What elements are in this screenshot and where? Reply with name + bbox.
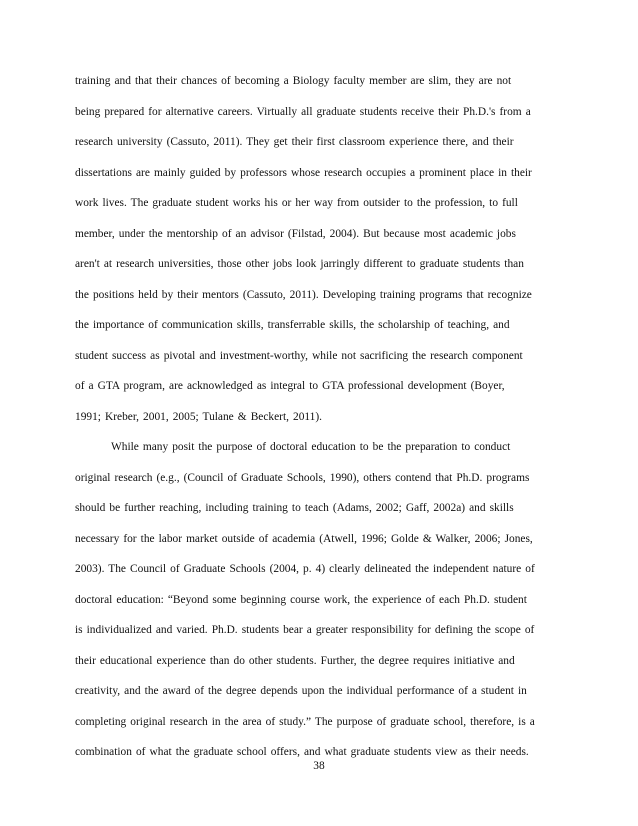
text-line: their educational experience than do other students. Further, the degree requires initiative and [75,654,515,667]
text-line: the positions held by their mentors (Cassuto, 2011). Developing training programs that recognize [75,288,532,301]
text-line: 2003). The Council of Graduate Schools (2004, p. 4) clearly delineated the independent nature of [75,563,535,575]
text-line: creativity, and the award of the degree depends upon the individual performance of a student in [75,685,527,697]
text-line: the importance of communication skills, transferrable skills, the scholarship of teaching, and [75,319,510,331]
text-line: work lives. The graduate student works his or her way from outsider to the profession, to full [75,197,518,209]
text-line: being prepared for alternative careers. Virtually all graduate students receive their Ph.D.'s from a [75,105,531,118]
text-line: completing original research in the area of study.” The purpose of graduate school, therefore, is a [75,715,535,728]
page-number: 38 [313,760,325,772]
text-line: doctoral education: “Beyond some beginning course work, the experience of each Ph.D. student [75,593,527,606]
text-line: necessary for the labor market outside of academia (Atwell, 1996; Golde & Walker, 2006; Jones, [75,532,533,545]
text-line: member, under the mentorship of an advisor (Filstad, 2004). But because most academic jobs [75,227,516,240]
text-line: original research (e.g., (Council of Graduate Schools, 1990), others contend that Ph.D. programs [75,471,530,484]
text-line: dissertations are mainly guided by professors whose research occupies a prominent place in their [75,166,532,179]
text-line: combination of what the graduate school offers, and what graduate students view as their needs. [75,746,529,758]
text-line: should be further reaching, including training to teach (Adams, 2002; Gaff, 2002a) and skills [75,502,514,514]
paragraph-first-line: While many posit the purpose of doctoral education to be the preparation to conduct [111,441,511,453]
text-line: is individualized and varied. Ph.D. students bear a greater responsibility for defining the scope of [75,624,535,636]
text-line: aren't at research universities, those other jobs look jarringly different to graduate students than [75,258,524,270]
text-line: 1991; Kreber, 2001, 2005; Tulane & Beckert, 2011). [75,410,323,423]
text-line: of a GTA program, are acknowledged as integral to GTA professional development (Boyer, [75,380,505,392]
text-line: student success as pivotal and investment-worthy, while not sacrificing the research component [75,349,523,362]
text-line: training and that their chances of becoming a Biology faculty member are slim, they are not [75,75,512,87]
text-line: research university (Cassuto, 2011). They get their first classroom experience there, and their [75,136,514,148]
body-text [75,66,575,768]
